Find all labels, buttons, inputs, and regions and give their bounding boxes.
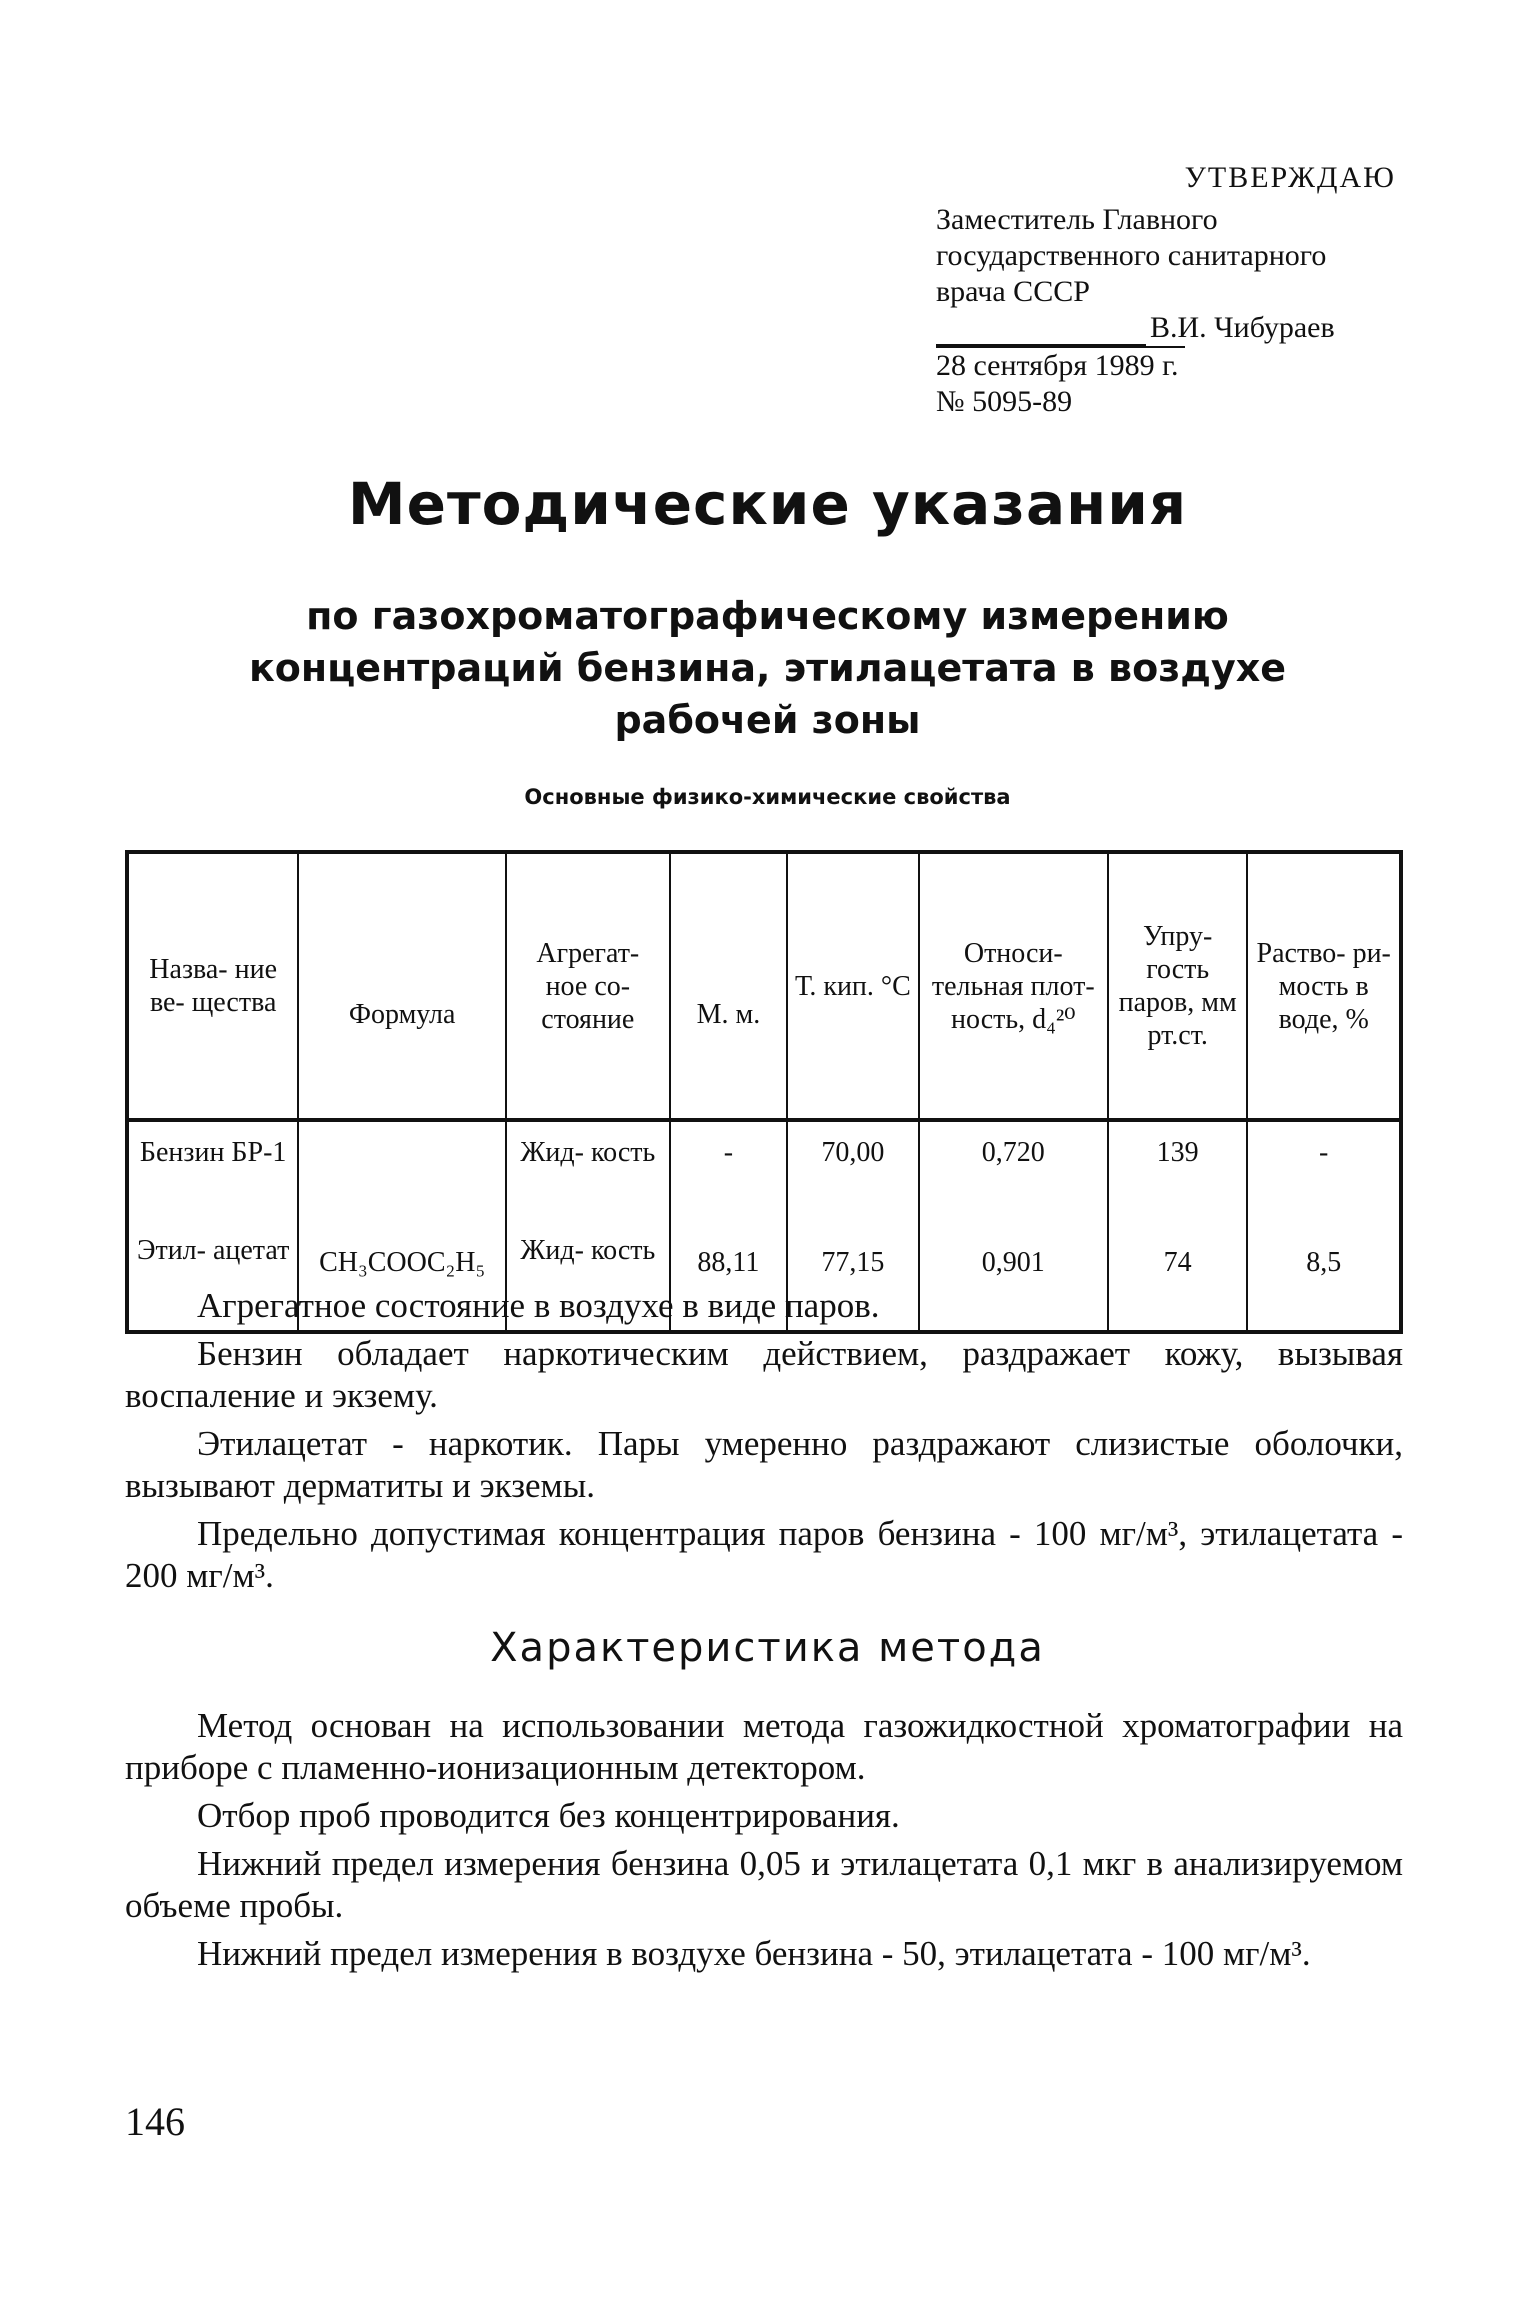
table-header-row [127,852,1401,1120]
table-row [127,1120,1401,1220]
cell-boiling-point: 77,15 [787,1220,918,1332]
table-caption: Основные физико-химические свойства [524,785,1011,809]
header-vapor-pressure: Упру- гость паров, мм рт.ст. [1108,852,1248,1120]
properties-table [125,850,1403,1334]
approval-number: № 5095-89 [936,385,1073,418]
cell-formula: CH₃COOC₂H₅ [298,1220,506,1332]
description-text [125,1285,1403,1603]
cell-solubility: 8,5 [1247,1220,1401,1332]
header-molar-mass: М. м. [670,852,788,1120]
header-state: Агрегат- ное со- стояние [506,852,670,1120]
header-name: Назва- ние ве- щества [127,852,298,1120]
cell-density: 0,901 [919,1220,1108,1332]
approval-date: 28 сентября 1989 г. [936,346,1185,384]
paragraph-method-basis: Метод основан на использовании метода газожидкостной хроматографии на приборе с пламенно-ионизационным детектором. [125,1706,1403,1787]
cell-name: Этил- ацетат [127,1220,298,1332]
paragraph-mac: Предельно допустимая концентрация паров бензина - 100 мг/м³, этилацетата - 200 мг/м³. [125,1514,1403,1595]
header-formula: Формула [298,852,506,1120]
paragraph-aggregate-state: Агрегатное состояние в воздухе в виде паров. [197,1286,880,1325]
header-density: Относи- тельная плот- ность, d₄²⁰ [919,852,1108,1120]
paragraph-benzine-effect: Бензин обладает наркотическим действием, раздражает кожу, вызывая воспаление и экзему. [125,1334,1403,1415]
cell-state: Жид- кость [506,1220,670,1332]
approval-header: УТВЕРЖДАЮ [1184,161,1396,194]
approval-position-line2: государственного санитарного [936,239,1327,272]
paragraph-ethylacetate-effect: Этилацетат - наркотик. Пары умеренно раздражают слизистые оболочки, вызывают дерматиты и экземы. [125,1424,1403,1505]
header-solubility: Раство- ри- мость в воде, % [1247,852,1401,1120]
subtitle-line1: по газохроматографическому измерению [306,594,1229,638]
paragraph-lower-limit: Нижний предел измерения бензина 0,05 и этилацетата 0,1 мкг в анализируемом объеме пробы. [125,1844,1403,1925]
approval-signer: В.И. Чибураев [1150,311,1335,344]
cell-boiling-point: 70,00 [787,1120,918,1220]
paragraph-lower-limit-air: Нижний предел измерения в воздухе бензина - 50, этилацетата - 100 мг/м³. [197,1934,1311,1973]
cell-name: Бензин БР-1 [127,1120,298,1220]
header-boiling-point: Т. кип. °С [787,852,918,1120]
cell-state: Жид- кость [506,1120,670,1220]
section-title-method: Характеристика метода [490,1625,1045,1671]
approval-signature-line [936,310,1396,346]
document-title: Методические указания [347,470,1188,538]
approval-position-line3: врача СССР [936,275,1090,308]
document-subtitle [0,590,1535,746]
cell-solubility: - [1247,1120,1401,1220]
approval-position-line1: Заместитель Главного [936,203,1218,236]
approval-block [936,160,1396,420]
subtitle-line3: рабочей зоны [614,698,921,742]
cell-density: 0,720 [919,1120,1108,1220]
cell-molar-mass: 88,11 [670,1220,788,1332]
cell-vapor-pressure: 139 [1108,1120,1248,1220]
cell-vapor-pressure: 74 [1108,1220,1248,1332]
signature-blank [936,318,1146,346]
method-text [125,1705,1403,1981]
paragraph-sampling: Отбор проб проводится без концентрирования. [197,1796,900,1835]
subtitle-line2: концентраций бензина, этилацетата в воздухе [248,646,1287,690]
page-number: 146 [125,2099,185,2144]
cell-formula [298,1120,506,1220]
cell-molar-mass: - [670,1120,788,1220]
